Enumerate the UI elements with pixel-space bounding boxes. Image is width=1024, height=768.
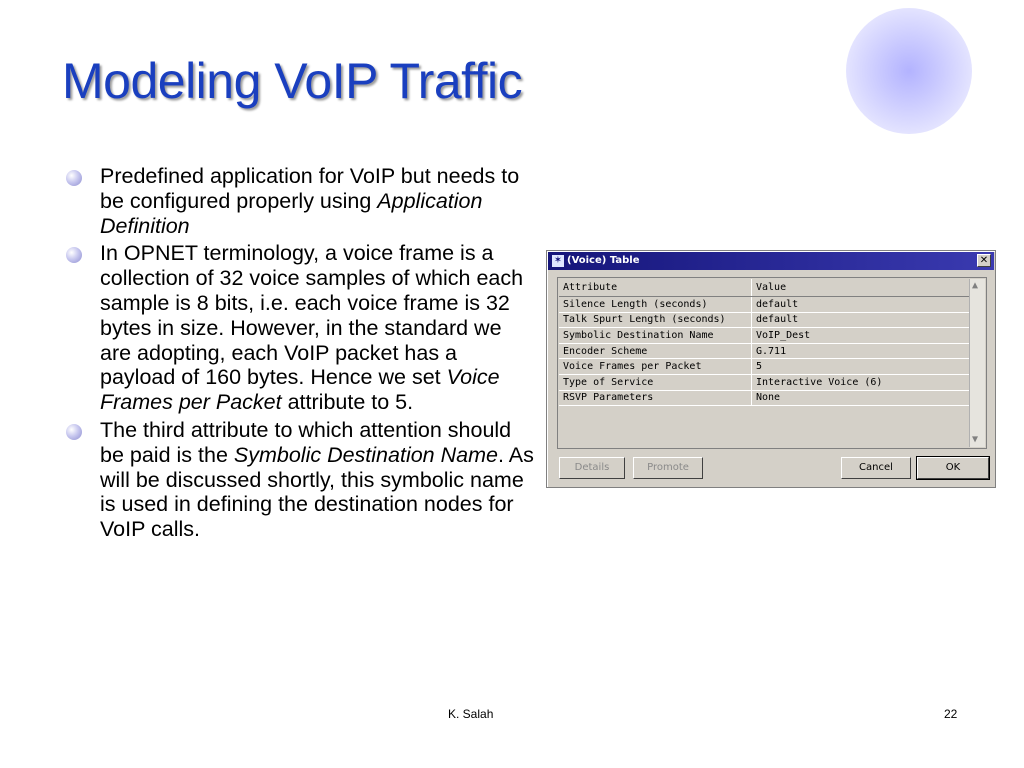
- details-button[interactable]: Details: [559, 457, 625, 479]
- scroll-up-icon[interactable]: ▲: [972, 280, 979, 291]
- bullet-item-2: [62, 241, 534, 415]
- table-row[interactable]: [559, 297, 972, 313]
- attribute-cell[interactable]: Symbolic Destination Name: [559, 328, 752, 344]
- slide-title: Modeling VoIP Traffic: [62, 53, 523, 109]
- table-row[interactable]: [559, 374, 972, 390]
- attribute-cell[interactable]: Talk Spurt Length (seconds): [559, 312, 752, 328]
- bullet-icon: [66, 170, 82, 186]
- bullet-emphasis: Symbolic Destination Name: [233, 442, 498, 467]
- vertical-scrollbar[interactable]: [969, 279, 985, 447]
- attribute-cell[interactable]: Silence Length (seconds): [559, 297, 752, 313]
- bullet-item-3: [62, 418, 534, 542]
- bullet-text: Predefined application for VoIP but needs to be configured properly using: [100, 164, 520, 213]
- ok-button[interactable]: OK: [917, 457, 989, 479]
- value-cell[interactable]: VoIP_Dest: [752, 328, 972, 344]
- bullet-item-1: [62, 164, 534, 238]
- app-icon: ✶: [553, 255, 563, 266]
- table-row[interactable]: [559, 343, 972, 359]
- attribute-cell[interactable]: Encoder Scheme: [559, 343, 752, 359]
- bullet-icon: [66, 247, 82, 263]
- value-cell[interactable]: G.711: [752, 343, 972, 359]
- bullet-icon: [66, 424, 82, 440]
- column-header-attribute[interactable]: Attribute: [559, 279, 752, 297]
- bullet-text: The third attribute to which attention should be paid is the: [100, 417, 512, 467]
- dialog-title: (Voice) Table: [567, 255, 640, 266]
- bullet-text: In OPNET terminology, a voice frame is a collection of 32 voice samples of which each sample is 8 bits, i.e. each voice frame is 32 bytes in size. However, in the standard we are adopting, each VoIP packet has a payload of 160 bytes. Hence we set: [100, 241, 524, 390]
- bullet-list: [62, 164, 534, 545]
- attribute-cell[interactable]: Type of Service: [559, 374, 752, 390]
- value-cell[interactable]: default: [752, 312, 972, 328]
- voice-table-dialog: [546, 250, 996, 488]
- table-header-row: [559, 279, 972, 297]
- table-row[interactable]: [559, 390, 972, 406]
- attribute-table-container: [557, 277, 987, 449]
- bullet-emphasis: Application Definition: [100, 188, 483, 238]
- cancel-button[interactable]: Cancel: [841, 457, 911, 479]
- close-icon[interactable]: ✕: [977, 254, 991, 267]
- bullet-text-after: . As will be discussed shortly, this symbolic name is used in defining the destination nodes for VoIP calls.: [100, 442, 534, 542]
- promote-button[interactable]: Promote: [633, 457, 703, 479]
- page-number: 22: [944, 707, 958, 721]
- column-header-value[interactable]: Value: [752, 279, 972, 297]
- footer-author: K. Salah: [448, 707, 494, 721]
- table-row[interactable]: [559, 359, 972, 375]
- table-row[interactable]: [559, 328, 972, 344]
- dialog-titlebar[interactable]: [548, 252, 994, 270]
- value-cell[interactable]: default: [752, 297, 972, 313]
- value-cell[interactable]: 5: [752, 359, 972, 375]
- attribute-cell[interactable]: Voice Frames per Packet: [559, 359, 752, 375]
- attribute-cell[interactable]: RSVP Parameters: [559, 390, 752, 406]
- attribute-table: [559, 279, 972, 406]
- scroll-down-icon[interactable]: ▼: [972, 434, 979, 445]
- bullet-emphasis: Voice Frames per Packet: [100, 365, 500, 415]
- table-row[interactable]: [559, 312, 972, 328]
- value-cell[interactable]: None: [752, 390, 972, 406]
- bullet-text-after: attribute to 5.: [281, 390, 414, 415]
- value-cell[interactable]: Interactive Voice (6): [752, 374, 972, 390]
- decorative-circle: [846, 8, 972, 134]
